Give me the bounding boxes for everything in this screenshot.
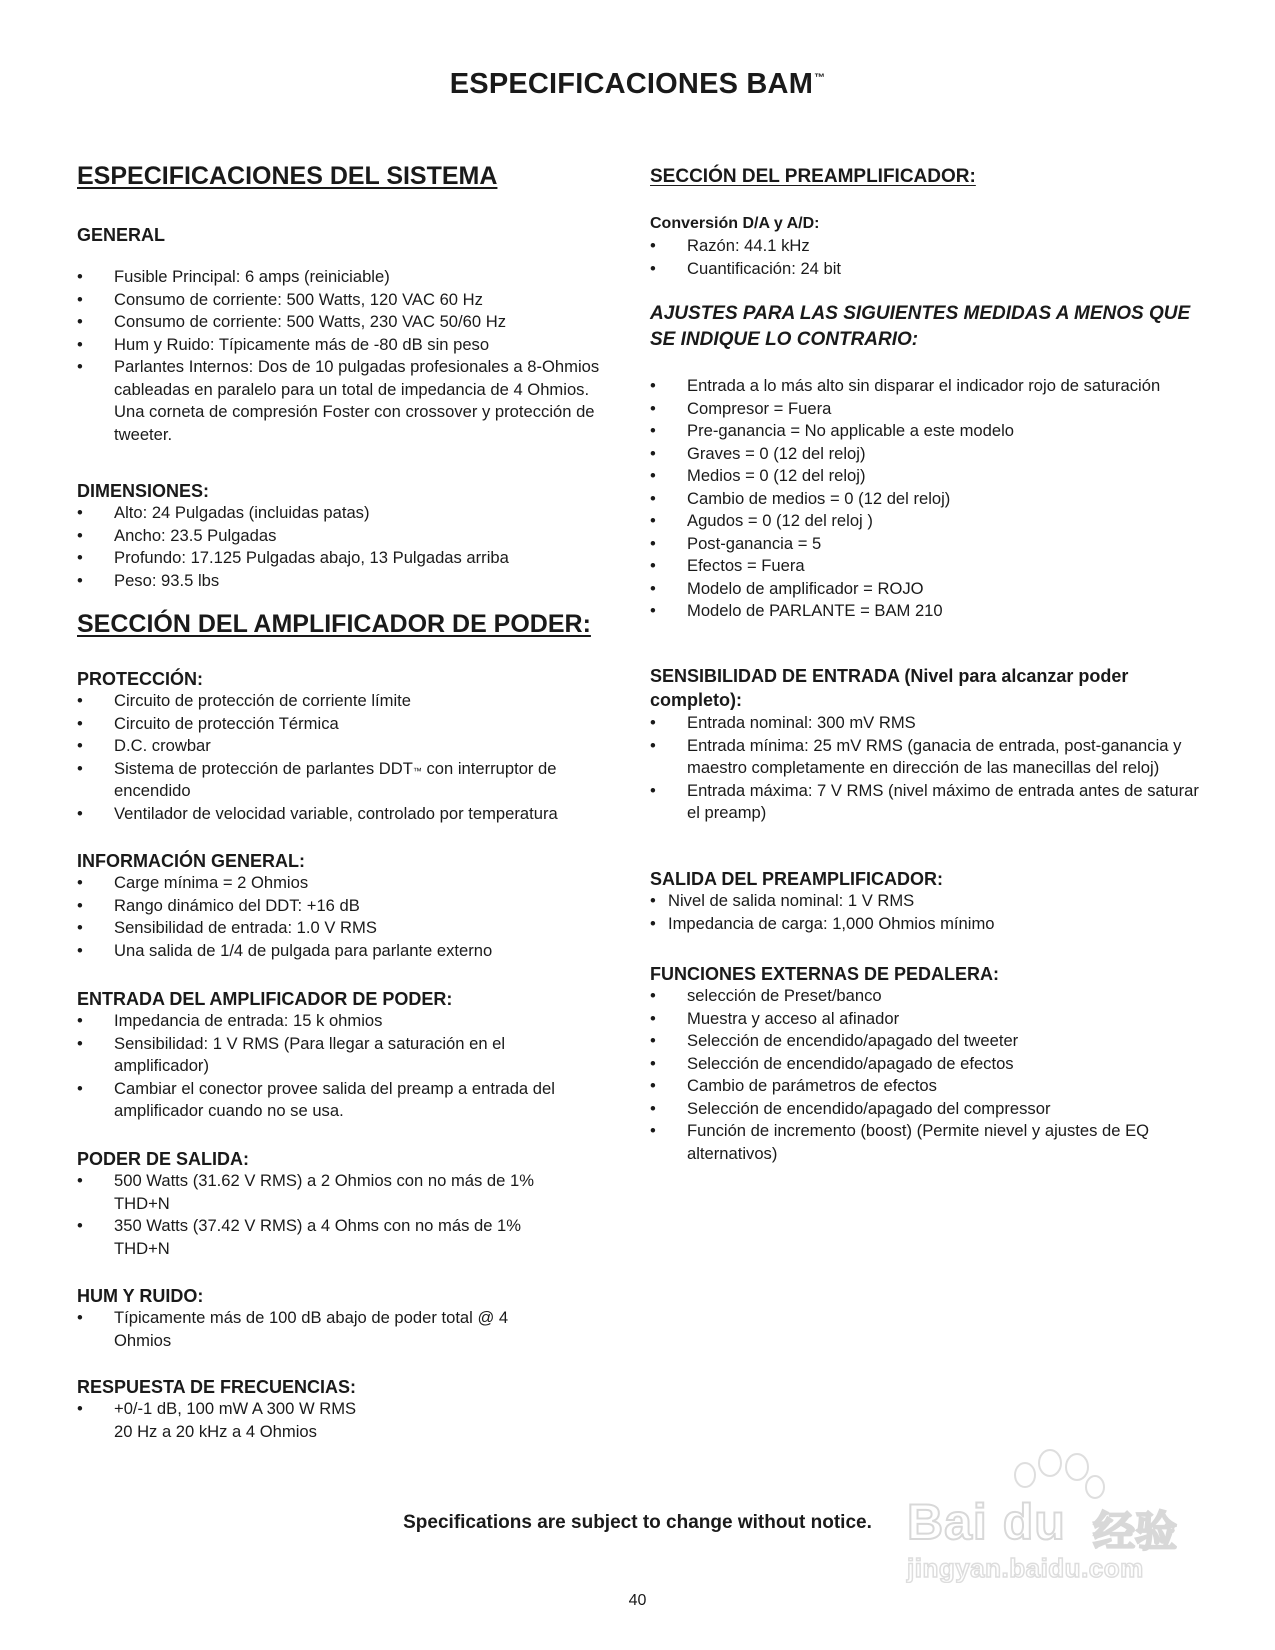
preamp-output-heading: SALIDA DEL PREAMPLIFICADOR: — [650, 869, 944, 889]
list-item: • Cambio de parámetros de efectos — [650, 1075, 1210, 1098]
hum-noise-list — [77, 1307, 622, 1352]
general-list — [77, 266, 622, 446]
amplifier-section-title: SECCIÓN DEL AMPLIFICADOR DE PODER: — [77, 610, 591, 638]
list-item: • Consumo de corriente: 500 Watts, 230 VAC 50/60 Hz — [77, 311, 622, 334]
list-item: • Impedancia de entrada: 15 k ohmios — [77, 1010, 622, 1033]
amp-input-heading: ENTRADA DEL AMPLIFICADOR DE PODER: — [77, 989, 453, 1009]
list-item: • selección de Preset/banco — [650, 985, 1210, 1008]
list-item: • Consumo de corriente: 500 Watts, 120 VAC 60 Hz — [77, 289, 622, 312]
list-item: • Modelo de PARLANTE = BAM 210 — [650, 600, 1210, 623]
conversion-heading: Conversión D/A y A/D: — [650, 215, 820, 232]
dimensions-block — [77, 480, 622, 592]
list-item: • Graves = 0 (12 del reloj) — [650, 443, 1210, 466]
list-item: • Impedancia de carga: 1,000 Ohmios mínimo — [650, 913, 1210, 936]
protection-heading: PROTECCIÓN: — [77, 669, 203, 689]
list-item: • Sistema de protección de parlantes DDT™ con interruptor de encendido — [77, 758, 622, 803]
footswitch-list — [650, 985, 1210, 1165]
amp-input-block — [77, 988, 622, 1123]
list-item: • Peso: 93.5 lbs — [77, 570, 622, 593]
list-item: • Alto: 24 Pulgadas (incluidas patas) — [77, 502, 622, 525]
general-heading: GENERAL — [77, 225, 166, 245]
protection-list — [77, 690, 622, 825]
list-item: • Cambiar el conector provee salida del preamp a entrada del amplificador cuando no se usa. — [77, 1078, 622, 1123]
general-info-list — [77, 872, 622, 962]
watermark-brand: Bai du — [907, 1494, 1066, 1550]
list-item: • +0/-1 dB, 100 mW A 300 W RMS 20 Hz a 20 kHz a 4 Ohmios — [77, 1398, 622, 1443]
general-info-heading: INFORMACIÓN GENERAL: — [77, 851, 305, 871]
footswitch-heading: FUNCIONES EXTERNAS DE PEDALERA: — [650, 964, 1000, 984]
footswitch-block — [650, 963, 1210, 1165]
list-item: • Ventilador de velocidad variable, controlado por temperatura — [77, 803, 622, 826]
list-item: • Pre-ganancia = No applicable a este modelo — [650, 420, 1210, 443]
list-item: • Selección de encendido/apagado de efectos — [650, 1053, 1210, 1076]
conversion-list — [650, 235, 1210, 280]
list-item: • Cuantificación: 24 bit — [650, 258, 1210, 281]
list-item: • Selección de encendido/apagado del tweeter — [650, 1030, 1210, 1053]
footer-note: Specifications are subject to change without notice. — [403, 1512, 872, 1533]
list-item: • 500 Watts (31.62 V RMS) a 2 Ohmios con no más de 1% THD+N — [77, 1170, 567, 1215]
list-item: • Carge mínima = 2 Ohmios — [77, 872, 622, 895]
preamp-output-block — [650, 868, 1210, 935]
list-item: • Entrada nominal: 300 mV RMS — [650, 712, 1210, 735]
list-item: • Sensibilidad de entrada: 1.0 V RMS — [77, 917, 622, 940]
list-item: • Hum y Ruido: Típicamente más de -80 dB sin peso — [77, 334, 622, 357]
amp-input-list — [77, 1010, 622, 1123]
freq-response-block — [77, 1376, 622, 1443]
settings-heading: AJUSTES PARA LAS SIGUIENTES MEDIDAS A MENOS QUE SE INDIQUE LO CONTRARIO: — [650, 303, 1191, 350]
hum-noise-heading: HUM Y RUIDO: — [77, 1286, 204, 1306]
trademark-symbol: ™ — [412, 765, 422, 776]
list-item: • Razón: 44.1 kHz — [650, 235, 1210, 258]
list-item: • Agudos = 0 (12 del reloj ) — [650, 510, 1210, 533]
system-specs-title: ESPECIFICACIONES DEL SISTEMA — [77, 162, 498, 190]
settings-list — [650, 375, 1210, 623]
list-item: • Modelo de amplificador = ROJO — [650, 578, 1210, 601]
power-output-list — [77, 1170, 622, 1260]
list-item: • Rango dinámico del DDT: +16 dB — [77, 895, 622, 918]
dimensions-list — [77, 502, 622, 592]
list-item: • Función de incremento (boost) (Permite niev​el y ajustes de EQ alternativos) — [650, 1120, 1210, 1165]
settings-block — [650, 301, 1210, 623]
freq-response-heading: RESPUESTA DE FRECUENCIAS: — [77, 1377, 357, 1397]
list-item: • Compresor = Fuera — [650, 398, 1210, 421]
trademark-symbol: ™ — [814, 72, 826, 84]
list-item: • Entrada máxima: 7 V RMS (nivel máximo de entrada antes de saturar el preamp) — [650, 780, 1210, 825]
input-sensitivity-block — [650, 664, 1210, 825]
freq-response-list — [77, 1398, 622, 1443]
general-block — [77, 224, 622, 446]
preamp-section-title: SECCIÓN DEL PREAMPLIFICADOR: — [650, 166, 976, 187]
list-item: • D.C. crowbar — [77, 735, 622, 758]
list-item: • Medios = 0 (12 del reloj) — [650, 465, 1210, 488]
page-title: ESPECIFICACIONES BAM™ — [449, 68, 826, 100]
list-item: • 350 Watts (37.42 V RMS) a 4 Ohms con no más de 1% THD+N — [77, 1215, 567, 1260]
watermark — [895, 1445, 1205, 1590]
list-item: • Sensibilidad: 1 V RMS (Para llegar a saturación en el amplificador) — [77, 1033, 622, 1078]
list-item: • Selección de encendido/apagado del compressor — [650, 1098, 1210, 1121]
list-item: • Fusible Principal: 6 amps (reiniciable) — [77, 266, 622, 289]
dimensions-heading: DIMENSIONES: — [77, 481, 210, 501]
protection-block — [77, 668, 622, 825]
conversion-block — [650, 213, 1210, 280]
power-output-block — [77, 1148, 622, 1260]
list-item: • Efectos = Fuera — [650, 555, 1210, 578]
watermark-url: jingyan.baidu.com — [907, 1553, 1144, 1583]
list-item: • Circuito de protección de corriente límite — [77, 690, 622, 713]
hum-noise-block — [77, 1285, 622, 1352]
page-number: 40 — [628, 1592, 647, 1609]
list-item: • Circuito de protección Térmica — [77, 713, 622, 736]
list-item: • Nivel de salida nominal: 1 V RMS — [650, 890, 1210, 913]
input-sensitivity-list — [650, 712, 1210, 825]
list-item: • Entrada a lo más alto sin disparar el indicador rojo de saturación — [650, 375, 1210, 398]
general-info-block — [77, 850, 622, 962]
list-item: • Post-ganancia = 5 — [650, 533, 1210, 556]
preamp-title-block — [650, 166, 1210, 188]
input-sensitivity-heading: SENSIBILIDAD DE ENTRADA (Nivel para alcanzar poder completo): — [650, 666, 1129, 710]
list-item: • Típicamente más de 100 dB abajo de poder total @ 4 Ohmios — [77, 1307, 567, 1352]
list-item: • Muestra y acceso al afinador — [650, 1008, 1210, 1031]
list-item: • Profundo: 17.125 Pulgadas abajo, 13 Pulgadas arriba — [77, 547, 622, 570]
list-item: • Parlantes Internos: Dos de 10 pulgadas profesionales a 8-Ohmios cableadas en paralelo para un total de impedancia de 4 Ohmios. Una corneta de compresión Foster con crossover y protección de tweeter. — [77, 356, 622, 446]
list-item: • Una salida de 1/4 de pulgada para parlante externo — [77, 940, 622, 963]
preamp-output-list — [650, 890, 1210, 935]
power-output-heading: PODER DE SALIDA: — [77, 1149, 250, 1169]
watermark-brand-cn: 经验 — [1093, 1508, 1178, 1555]
list-item: • Cambio de medios = 0 (12 del reloj) — [650, 488, 1210, 511]
list-item: • Entrada mínima: 25 mV RMS (ganacia de entrada, post-ganancia y maestro completamente en dirección de las manecillas del reloj) — [650, 735, 1210, 780]
list-item: • Ancho: 23.5 Pulgadas — [77, 525, 622, 548]
